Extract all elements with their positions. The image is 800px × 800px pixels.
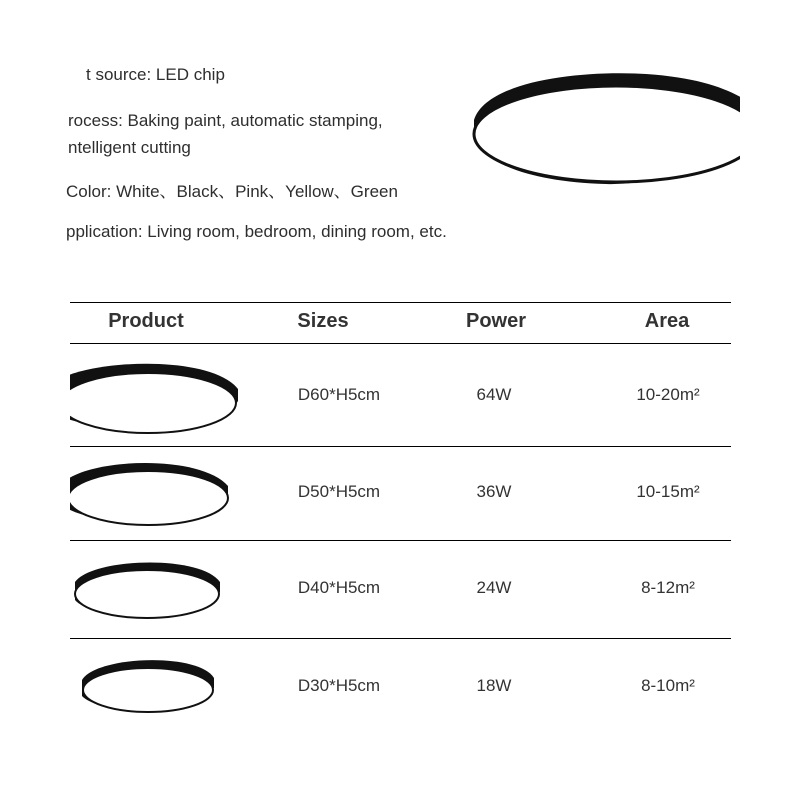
table-cell-power: 24W xyxy=(476,578,512,597)
round-ceiling-lamp-icon xyxy=(466,62,740,192)
column-header-area: Area xyxy=(644,310,690,332)
table-cell-power: 36W xyxy=(476,482,512,501)
round-ceiling-lamp-icon xyxy=(70,355,242,439)
spec-application: pplication: Living room, bedroom, dining room, etc. xyxy=(66,222,447,241)
table-rule-header xyxy=(70,343,731,344)
table-rule-row xyxy=(70,638,731,639)
table-cell-area: 8-12m² xyxy=(641,578,695,597)
table-row-product-image xyxy=(70,355,242,439)
table-cell-power: 64W xyxy=(476,385,512,404)
table-row-product-image xyxy=(72,556,224,624)
column-header-sizes: Sizes xyxy=(297,310,349,332)
table-cell-size: D30*H5cm xyxy=(297,676,381,695)
spec-process: rocess: Baking paint, automatic stamping, xyxy=(68,111,383,130)
round-ceiling-lamp-icon xyxy=(80,654,218,718)
spec-process-continued: ntelligent cutting xyxy=(68,138,191,157)
spec-light-source: t source: LED chip xyxy=(86,65,225,84)
round-ceiling-lamp-icon xyxy=(70,456,232,530)
spec-color: Color: White、Black、Pink、Yellow、Green xyxy=(66,182,398,201)
column-header-product: Product xyxy=(108,310,184,332)
table-cell-power: 18W xyxy=(476,676,512,695)
round-ceiling-lamp-icon xyxy=(72,556,224,624)
table-cell-area: 8-10m² xyxy=(641,676,695,695)
table-rule-row xyxy=(70,540,731,541)
table-cell-area: 10-20m² xyxy=(636,385,700,404)
table-cell-size: D60*H5cm xyxy=(297,385,381,404)
table-cell-area: 10-15m² xyxy=(636,482,700,501)
table-rule-top xyxy=(70,302,731,303)
hero-lamp-image xyxy=(466,62,740,192)
table-row-product-image xyxy=(80,654,218,718)
table-rule-row xyxy=(70,446,731,447)
table-cell-size: D50*H5cm xyxy=(297,482,381,501)
column-header-power: Power xyxy=(465,310,527,332)
table-row-product-image xyxy=(70,456,232,530)
table-cell-size: D40*H5cm xyxy=(297,578,381,597)
